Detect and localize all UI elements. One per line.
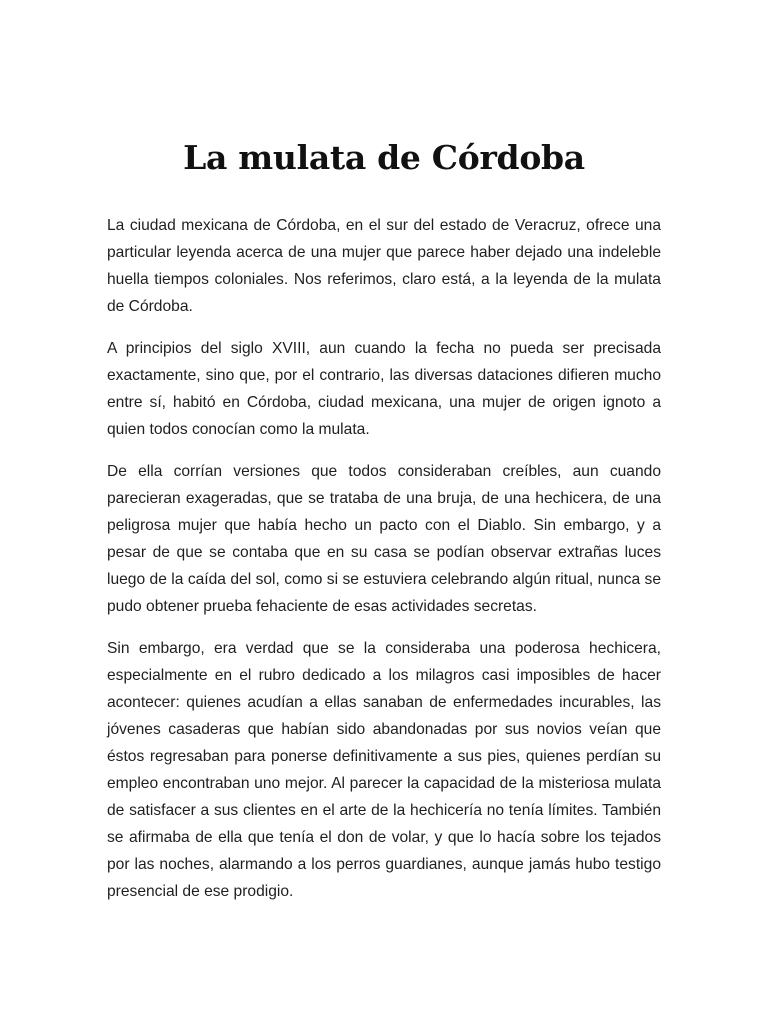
- paragraph-1: La ciudad mexicana de Córdoba, en el sur del estado de Veracruz, ofrece una particular leyenda acerca de una mujer que parece haber dejado una indeleble huella tiempos coloniales. Nos referimos, claro está, a la leyenda de la mulata de Córdoba.: [107, 217, 661, 315]
- paragraph-4: Sin embargo, era verdad que se la consideraba una poderosa hechicera, especialmente en el rubro dedicado a los milagros casi imposibles de hacer acontecer: quienes acudían a ellas sanaban de enfermedades incurables, las jóvenes casaderas que habían sido abandonadas por sus novios veían que éstos regresaban para ponerse definitivamente a sus pies, quienes perdían su empleo encontraban uno mejor. Al parecer la capacidad de la misteriosa mulata de satisfacer a sus clientes en el arte de la hechicería no tenía límites. También se afirmaba de ella que tenía el don de volar, y que lo hacía sobre los tejados por las noches, alarmando a los perros guardianes, aunque jamás hubo testigo presencial de ese prodigio.: [107, 640, 661, 900]
- document-title: La mulata de Córdoba: [183, 138, 585, 177]
- paragraph-2: A principios del siglo XVIII, aun cuando la fecha no pueda ser precisada exactamente, sino que, por el contrario, las diversas dataciones difieren mucho entre sí, habitó en Córdoba, ciudad mexicana, una mujer de origen ignoto a quien todos conocían como la mulata.: [107, 340, 661, 438]
- paragraph-3: De ella corrían versiones que todos consideraban creíbles, aun cuando parecieran exageradas, que se trataba de una bruja, de una hechicera, de una peligrosa mujer que había hecho un pacto con el Diablo. Sin embargo, y a pesar de que se contaba que en su casa se podían observar extrañas luces luego de la caída del sol, como si se estuviera celebrando algún ritual, nunca se pudo obtener prueba fehaciente de esas actividades secretas.: [107, 463, 661, 615]
- document-body: [107, 212, 661, 905]
